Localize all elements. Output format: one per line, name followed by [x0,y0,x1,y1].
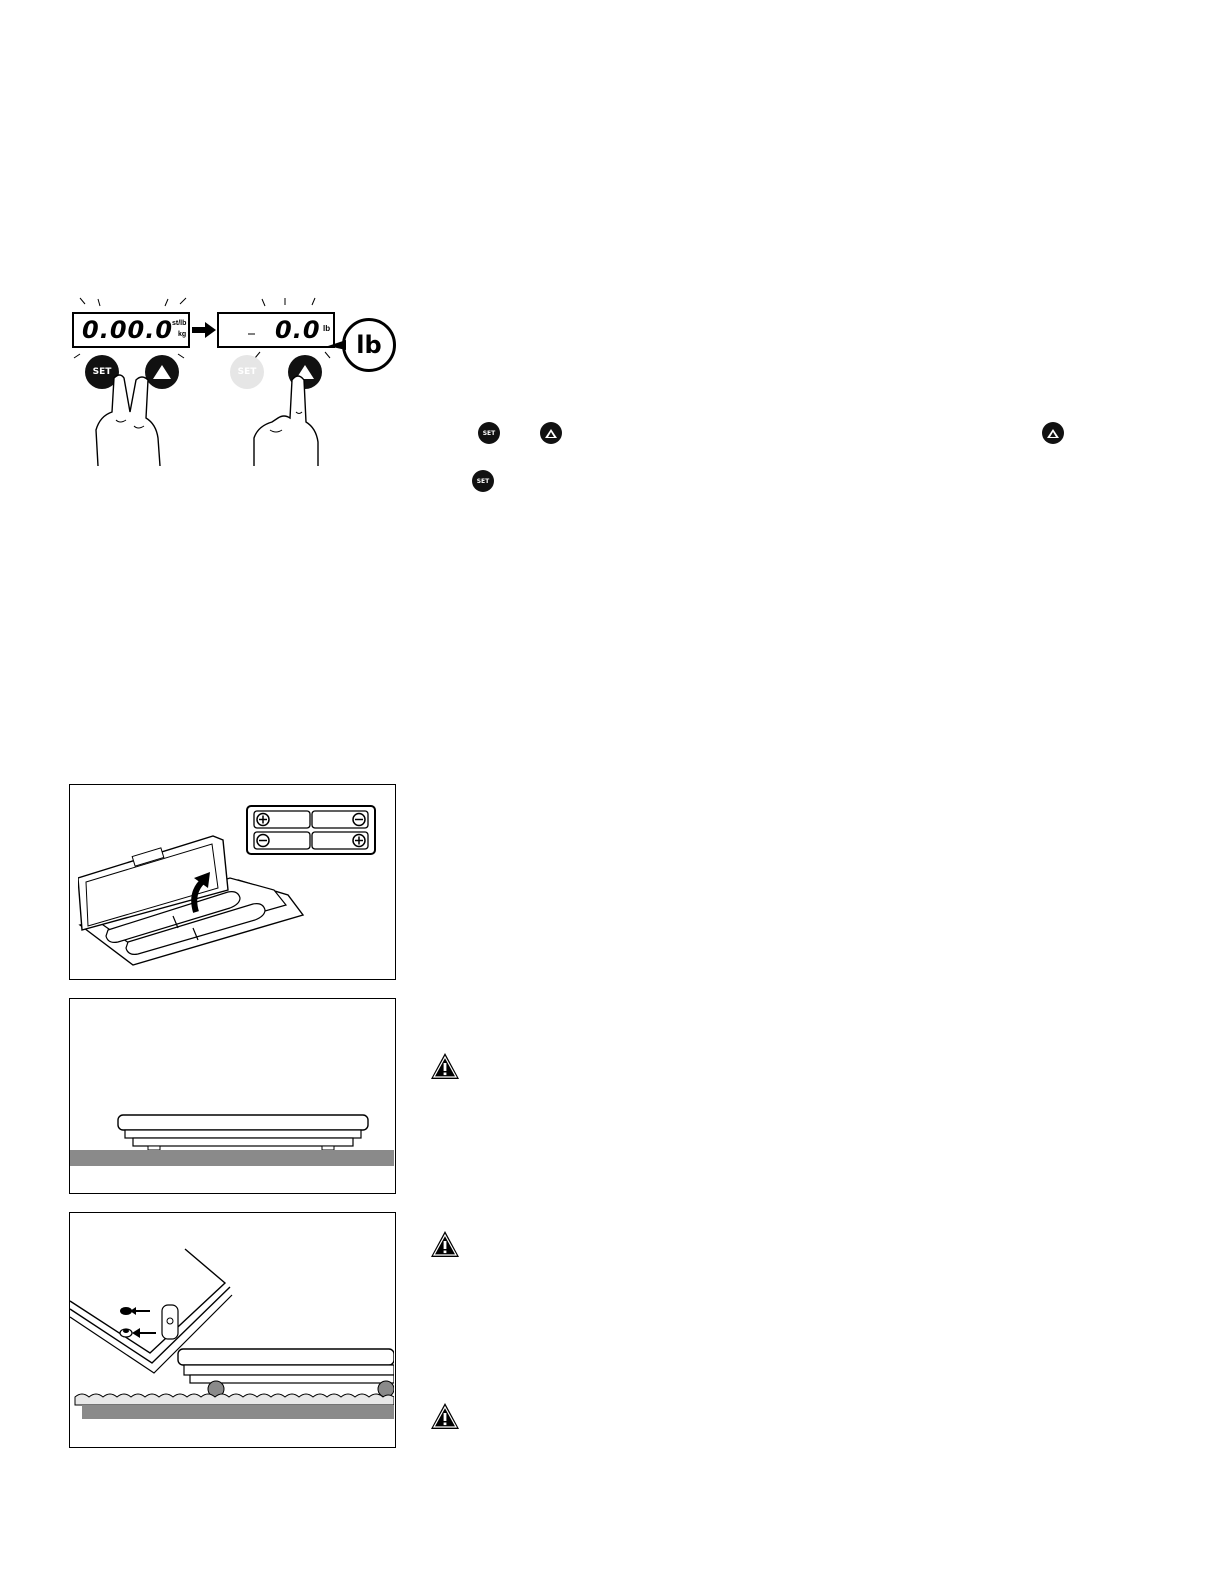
up-button-inline-icon-2 [1042,422,1064,444]
triangle-up-icon [545,429,557,438]
lcd-reading-right: 0.0 [275,316,321,344]
set-button-inline-icon-2 [472,470,494,492]
unit-callout-bubble [342,318,396,372]
figure-battery-compartment [69,784,396,980]
up-button-inline-icon [540,422,562,444]
figure-scale-hard-floor [69,998,396,1194]
triangle-up-icon [1047,429,1059,438]
figure-carpet-feet [69,1212,396,1448]
unit-callout-label: lb [356,331,382,359]
figure-unit-setting [60,290,400,470]
set-inline-label-2: SET [476,477,490,485]
lcd-reading-left: 0.00.0 [82,316,174,344]
scale-on-floor-illustration [70,999,394,1192]
lcd-units-left-top: st/lb [172,320,187,327]
lcd-units-right: lb [323,324,331,333]
battery-compartment-illustration [78,830,308,970]
set-button-faded-label: SET [237,367,257,377]
warning-triangle-icon [430,1230,460,1258]
lcd-units-left-bottom: kg [178,331,187,338]
warning-triangle-icon [430,1052,460,1080]
set-inline-label: SET [482,429,496,437]
warning-triangle-icon [430,1402,460,1430]
hand-two-fingers-icon [90,368,180,468]
set-button-inline-icon [478,422,500,444]
carpet-feet-illustration [70,1213,394,1446]
hand-one-finger-icon [250,368,330,468]
set-button-label: SET [92,367,112,377]
callout-pointer [328,340,346,350]
